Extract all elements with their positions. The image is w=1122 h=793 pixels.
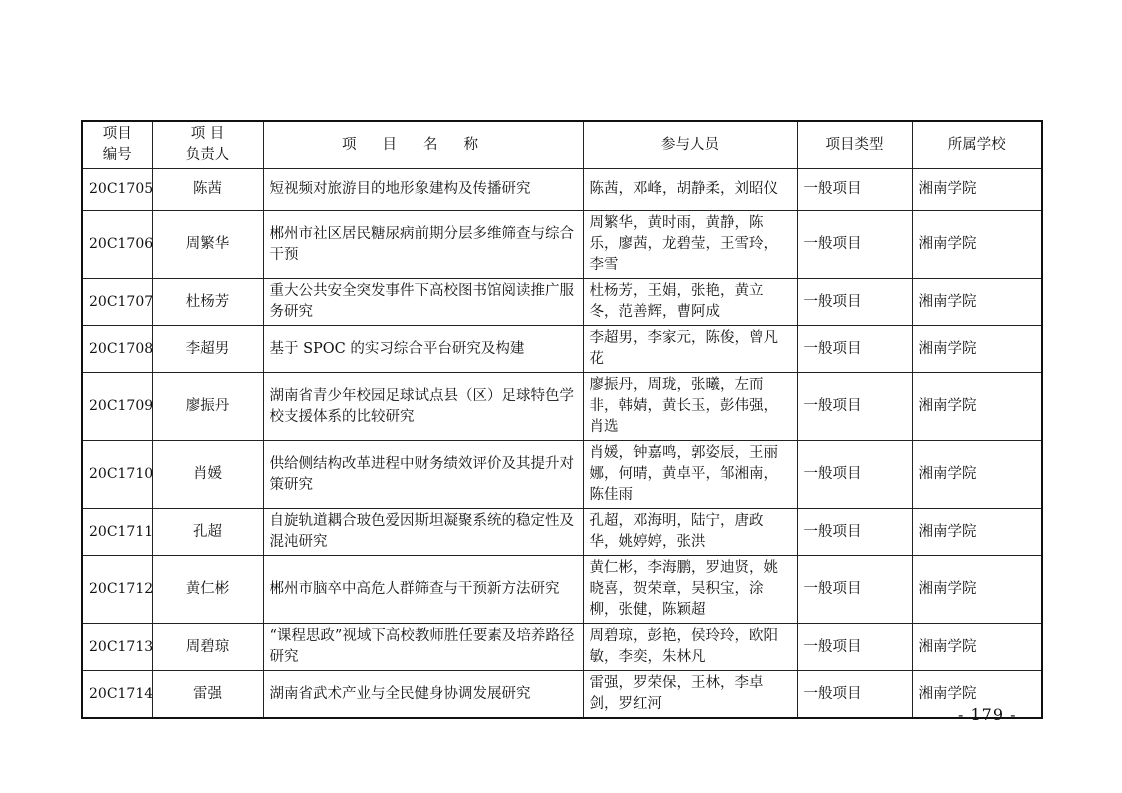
- project-type-cell: 一般项目: [797, 509, 912, 556]
- project-type-cell: 一般项目: [797, 169, 912, 211]
- table-row: [82, 326, 1042, 373]
- school-cell: 湘南学院: [912, 556, 1042, 624]
- leader-cell: 李超男: [152, 326, 263, 373]
- header-participants: 参与人员: [583, 121, 797, 169]
- project-id-cell: 20C1712: [82, 556, 152, 624]
- table-row: [82, 373, 1042, 441]
- header-project-type: 项目类型: [797, 121, 912, 169]
- leader-cell: 陈茜: [152, 169, 263, 211]
- project-id-cell: 20C1708: [82, 326, 152, 373]
- header-leader: 项 目 负责人: [152, 121, 263, 169]
- project-name-cell: 郴州市脑卒中高危人群筛查与干预新方法研究: [263, 556, 583, 624]
- project-type-cell: 一般项目: [797, 373, 912, 441]
- header-project-id: 项目 编号: [82, 121, 152, 169]
- project-id-cell: 20C1714: [82, 671, 152, 719]
- school-cell: 湘南学院: [912, 169, 1042, 211]
- table-row: [82, 624, 1042, 671]
- table-row: [82, 279, 1042, 326]
- participants-cell: 肖媛，钟嘉鸣，郭姿辰，王丽娜，何晴，黄卓平，邹湘南，陈佳雨: [583, 441, 797, 509]
- project-name-cell: 基于 SPOC 的实习综合平台研究及构建: [263, 326, 583, 373]
- project-table: [81, 120, 1043, 719]
- project-id-cell: 20C1706: [82, 211, 152, 279]
- table-row: [82, 671, 1042, 719]
- header-school: 所属学校: [912, 121, 1042, 169]
- leader-cell: 肖媛: [152, 441, 263, 509]
- participants-cell: 廖振丹，周珑，张曦，左而非，韩婧，黄长玉，彭伟强，肖选: [583, 373, 797, 441]
- project-id-cell: 20C1710: [82, 441, 152, 509]
- leader-cell: 周繁华: [152, 211, 263, 279]
- header-project-name: 项目名称: [263, 121, 583, 169]
- project-name-cell: 湖南省武术产业与全民健身协调发展研究: [263, 671, 583, 719]
- school-cell: 湘南学院: [912, 671, 1042, 719]
- table-row: [82, 169, 1042, 211]
- participants-cell: 杜杨芳，王娟，张艳，黄立冬，范善辉，曹阿成: [583, 279, 797, 326]
- school-cell: 湘南学院: [912, 624, 1042, 671]
- page-number: - 179 -: [958, 705, 1017, 724]
- project-name-cell: 郴州市社区居民糖尿病前期分层多维筛查与综合干预: [263, 211, 583, 279]
- leader-cell: 周碧琼: [152, 624, 263, 671]
- table-row: [82, 556, 1042, 624]
- project-id-cell: 20C1711: [82, 509, 152, 556]
- participants-cell: 孔超，邓海明，陆宁，唐政华，姚婷婷，张洪: [583, 509, 797, 556]
- school-cell: 湘南学院: [912, 373, 1042, 441]
- project-type-cell: 一般项目: [797, 326, 912, 373]
- participants-cell: 周繁华，黄时雨，黄静，陈乐，廖茜，龙碧莹，王雪玲，李雪: [583, 211, 797, 279]
- project-type-cell: 一般项目: [797, 671, 912, 719]
- table-row: [82, 509, 1042, 556]
- participants-cell: 李超男，李家元，陈俊，曾凡花: [583, 326, 797, 373]
- project-name-cell: 自旋轨道耦合玻色爱因斯坦凝聚系统的稳定性及混沌研究: [263, 509, 583, 556]
- table-row: [82, 211, 1042, 279]
- project-name-cell: 短视频对旅游目的地形象建构及传播研究: [263, 169, 583, 211]
- project-id-cell: 20C1713: [82, 624, 152, 671]
- table-row: [82, 441, 1042, 509]
- participants-cell: 黄仁彬，李海鹏，罗迪贤，姚晓喜，贺荣章，吴积宝，涂柳，张健，陈颖超: [583, 556, 797, 624]
- school-cell: 湘南学院: [912, 211, 1042, 279]
- project-type-cell: 一般项目: [797, 279, 912, 326]
- school-cell: 湘南学院: [912, 509, 1042, 556]
- project-name-cell: 供给侧结构改革进程中财务绩效评价及其提升对策研究: [263, 441, 583, 509]
- leader-cell: 雷强: [152, 671, 263, 719]
- participants-cell: 雷强，罗荣保，王林，李卓剑，罗红河: [583, 671, 797, 719]
- leader-cell: 孔超: [152, 509, 263, 556]
- project-type-cell: 一般项目: [797, 556, 912, 624]
- project-type-cell: 一般项目: [797, 624, 912, 671]
- project-type-cell: 一般项目: [797, 211, 912, 279]
- project-type-cell: 一般项目: [797, 441, 912, 509]
- leader-cell: 廖振丹: [152, 373, 263, 441]
- project-id-cell: 20C1707: [82, 279, 152, 326]
- leader-cell: 杜杨芳: [152, 279, 263, 326]
- project-name-cell: 湖南省青少年校园足球试点县（区）足球特色学校支援体系的比较研究: [263, 373, 583, 441]
- school-cell: 湘南学院: [912, 279, 1042, 326]
- project-id-cell: 20C1709: [82, 373, 152, 441]
- school-cell: 湘南学院: [912, 441, 1042, 509]
- table-header: [82, 121, 1042, 169]
- participants-cell: 周碧琼，彭艳，侯玲玲，欧阳敏，李奕，朱林凡: [583, 624, 797, 671]
- leader-cell: 黄仁彬: [152, 556, 263, 624]
- participants-cell: 陈茜，邓峰，胡静柔，刘昭仪: [583, 169, 797, 211]
- school-cell: 湘南学院: [912, 326, 1042, 373]
- project-name-cell: 重大公共安全突发事件下高校图书馆阅读推广服务研究: [263, 279, 583, 326]
- project-name-cell: “课程思政”视域下高校教师胜任要素及培养路径研究: [263, 624, 583, 671]
- table-body: [82, 169, 1042, 719]
- project-id-cell: 20C1705: [82, 169, 152, 211]
